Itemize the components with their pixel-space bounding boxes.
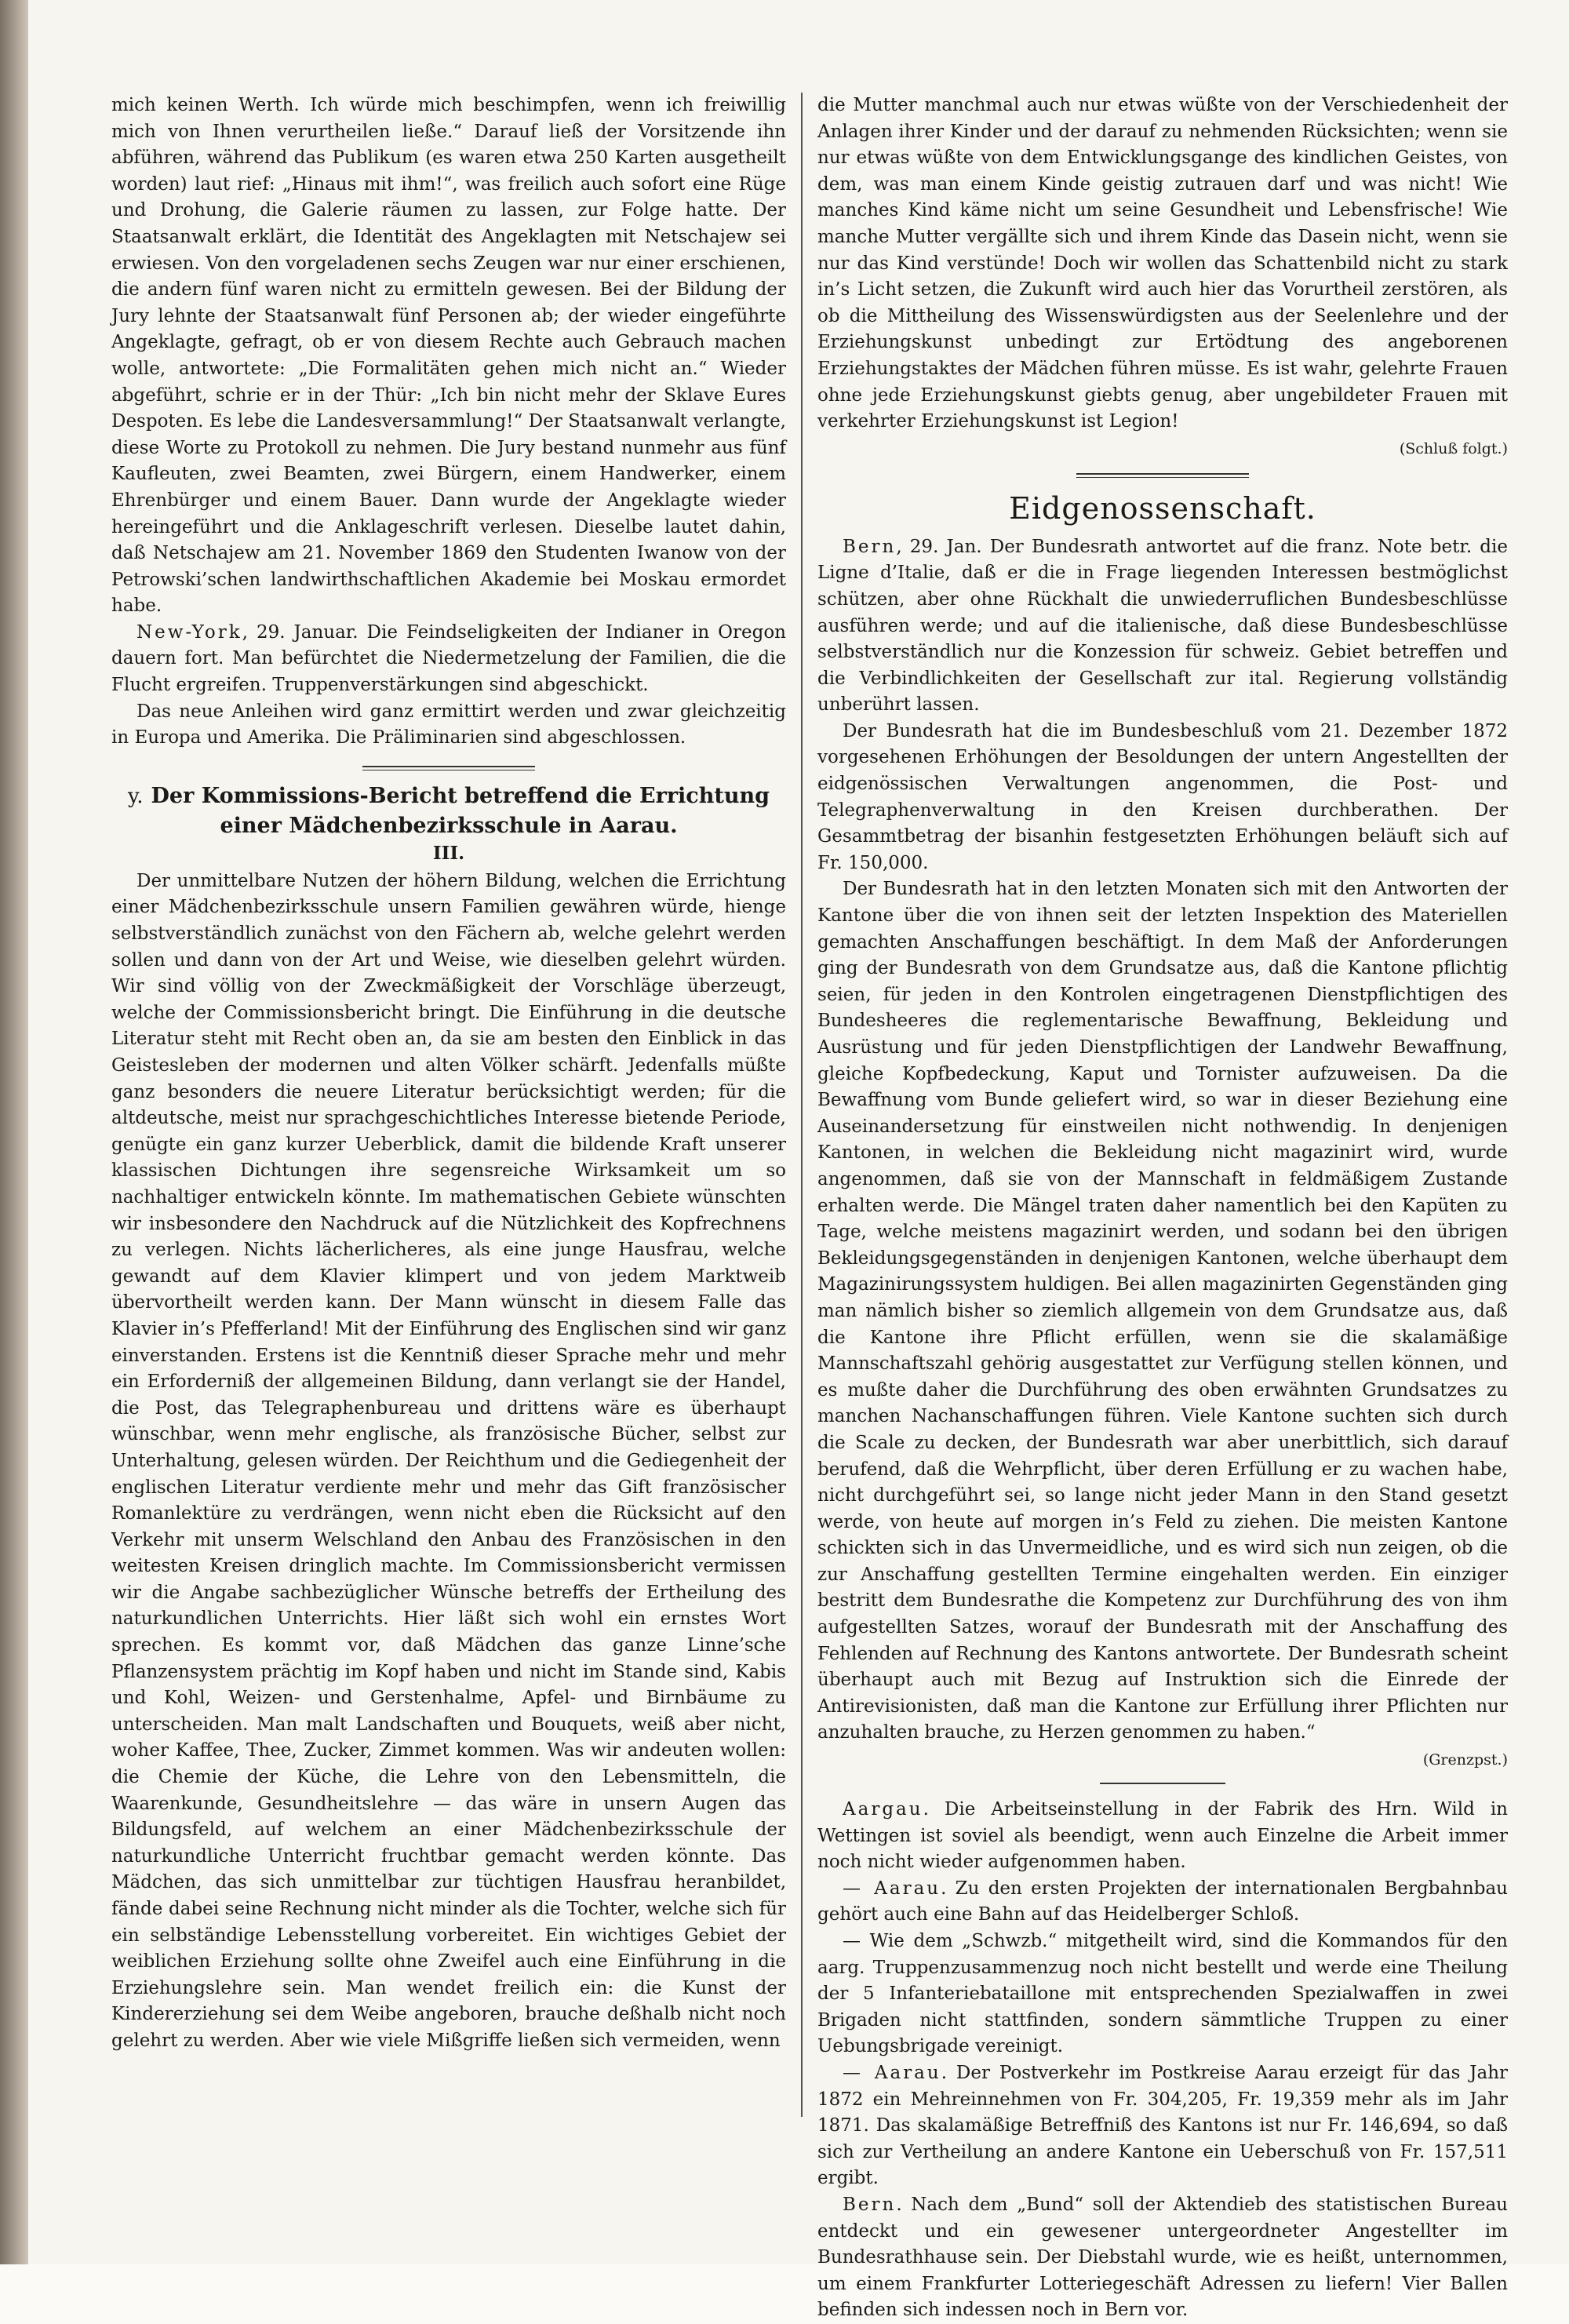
dateline-place: — Aarau (843, 2062, 941, 2083)
continued-note: (Schluß folgt.) (1399, 439, 1508, 457)
dateline-place: — Aarau (843, 1878, 941, 1899)
section-heading: Eidgenossenschaft. (1009, 490, 1316, 526)
news-separator (1100, 1783, 1225, 1784)
dateline-place: Aargau (843, 1799, 923, 1820)
article-mark: y. (128, 784, 144, 808)
article-part-number: III. (432, 842, 465, 864)
trial-report-paragraph: mich keinen Werth. Ich würde mich beschimpfen, wenn ich freiwillig mich von Ihnen verurtheilen ließe.“ Darauf ließ der Vorsitzende ihn abführen, während das Publikum (es waren etwa 250 Karten ausgetheilt worden) laut rief: „Hinaus mit ihm!“, was freilich auch sofort eine Rüge und Drohung, die Galerie räumen zu lassen, zur Folge hatte. Der Staatsanwalt erklärt, die Identität des Angeklagten mit Netschajew sei erwiesen. Von den vorgeladenen sechs Zeugen war nur einer erschienen, die andern fünf waren nicht zu ermitteln gewesen. Bei der Bildung der Jury lehnte der Staatsanwalt fünf Personen ab; der wieder eingeführte Angeklagte, gefragt, ob er von diesem Rechte auch Gebrauch machen wolle, antwortete: „Die Formalitäten gehen mich nicht an.“ Wieder abgeführt, schrie er in der Thür: „Ich bin nicht mehr der Sklave Eures Despoten. Es lebe die Landesversammlung!“ Der Staatsanwalt verlangte, diese Worte zu Protokoll zu nehmen. Die Jury bestand nunmehr aus fünf Kaufleuten, zwei Beamten, zwei Bürgern, einem Handwerker, einem Ehrenbürger und einem Bauer. Dann wurde der Angeklagte wieder hereingeführt und die Anklageschrift verlesen. Dieselbe lautet dahin, daß Netschajew am 21. November 1869 den Studenten Iwanow von der Petrowski’schen landwirthschaftlichen Akademie bei Moskau ermordet habe. (111, 95, 786, 617)
section-separator (1076, 473, 1249, 478)
article-title: y. Der Kommissions-Bericht betreffend die Errichtung einer Mädchenbezirksschule in Aarau. (128, 783, 770, 838)
equipment-paragraph: Der Bundesrath hat in den letzten Monaten sich mit den Antworten der Kantone über die von ihnen seit der letzten Inspektion des Materiellen gemachten Anschaffungen beschäftigt. In dem Maß der Anforderungen ging der Bundesrath von dem Grundsatze aus, daß die Kantone pflichtig seien, für jeden in den Kontrolen eingetragenen Dienstpflichtigen des Bundesheeres die reglementarische Bewaffnung, Bekleidung und Ausrüstung und für jeden Dienstpflichtigen der Landwehr Bewaffnung, gleiche Kopfbedeckung, Kaput und Tornister aufzuweisen. Da die Bewaffnung vom Bunde geliefert wird, so war in dieser Beziehung eine Auseinandersetzung für einstweilen nicht nothwendig. In denjenigen Kantonen, in welchen die Bekleidung nicht magazinirt wird, wurde angenommen, daß sie von der Mannschaft in feldmäßigem Zustande erhalten werde. Die Mängel traten daher namentlich bei den Kapüten zu Tage, welche meistens magazinirt werden, und sodann bei den übrigen Bekleidungsgegenständen in denjenigen Kantonen, welche überhaupt dem Magazinirungssystem huldigen. Bei allen magazinirten Gegenständen ging man nämlich bisher so ziemlich allgemein von dem Grundsatze aus, daß die Kantone ihre Pflicht erfüllen, wenn sie die skalamäßige Mannschaftszahl gehörig ausgestattet zur Verfügung stellen können, und es mußte daher die Durchführung des oben erwähnten Grundsatzes zu manchen Nachanschaffungen führen. Viele Kantone suchten sich durch die Scale zu decken, der Bundesrath war aber unerbittlich, sich darauf berufend, daß die Wehrpflicht, über deren Erfüllung er zu wachen habe, nicht durchgeführt sei, so lange nicht jeder Mann in den Stand gesetzt werde, von heute auf morgen in’s Feld zu ziehen. Die meisten Kantone schickten sich in das Unvermeidliche, und es wird sich nun zeigen, ob die zur Anschaffung gestellten Termine eingehalten werden. Ein einziger bestritt dem Bundesrathe die Kompetenz zur Durchführung des von ihm aufgestellten Satzes, worauf der Bundesrath mit der Anschaffung des Fehlenden auf Rechnung des Kantons antwortete. Der Bundesrath scheint überhaupt auch mit Bezug auf Instruktion sich die Einrede der Antirevisionisten, daß man die Kantone zur Erfüllung ihrer Pflichten nur anzuhalten brauche, zu Herzen genommen zu haben.“ (817, 879, 1508, 1743)
bern-note-paragraph: Bern, 29. Jan. Der Bundesrath antwortet auf die franz. Note betr. die Ligne d’Italie, daß er die in Frage liegenden Interessen bestmöglichst schützen, aber ohne Rückhalt die unwiederruflichen Bundesbeschlüsse ausführen werde; und auf die italienische, daß diese Bundesbeschlüsse selbstverständlich nur die Konzession für schweiz. Gebiet betreffen und die Verbindlichkeiten der Gesellschaft zur ital. Regierung vollständig unberührt lassen. (817, 536, 1508, 716)
right-column (817, 93, 1508, 2324)
aarau-railway-paragraph: — Aarau. Zu den ersten Projekten der internationalen Bergbahnbau gehört auch eine Bahn auf das Heidelberger Schloß. (817, 1878, 1508, 1925)
article-separator (362, 766, 535, 770)
source-note: (Grenzpst.) (1422, 1751, 1508, 1769)
dateline-place: Bern (843, 536, 897, 557)
salary-paragraph: Der Bundesrath hat die im Bundesbeschluß vom 21. Dezember 1872 vorgesehenen Erhöhungen der Besoldungen der untern Angestellten der eidgenössischen Verwaltungen angenommen, die Post- und Telegraphenverwaltung in den Kreisen durchberathen. Der Gesammtbetrag der bisanhin festgesetzten Erhöhungen beläuft sich auf Fr. 150,000. (817, 720, 1508, 873)
left-column (111, 93, 786, 2055)
column-divider (801, 93, 803, 2117)
newyork-paragraph: New-York, 29. Januar. Die Feindseligkeiten der Indianer in Oregon dauern fort. Man befürchtet die Niedermetzelung der Familien, die die Flucht ergreifen. Truppenverstärkungen sind abgeschickt. (111, 621, 786, 696)
troops-paragraph: — Wie dem „Schwzb.“ mitgetheilt wird, sind die Kommandos für den aarg. Truppenzusammenzug noch nicht bestellt und werde eine Theilung der 5 Infanteriebataillone mit entsprechenden Spezialwaffen in zwei Brigaden nicht stattfinden, sondern sämmtliche Truppen zu einer Uebungsbrigade vereinigt. (817, 1931, 1508, 2057)
article-continuation: die Mutter manchmal auch nur etwas wüßte von der Verschiedenheit der Anlagen ihrer Kinder und der darauf zu nehmenden Rücksichten; wenn sie nur etwas wüßte von dem Entwicklungsgange des kindlichen Geistes, von dem, was man einem Kinde geistig zutrauen darf und was nicht! Wie manches Kind käme nicht um seine Gesundheit und Lebensfrische! Wie manche Mutter vergällte sich und ihrem Kinde das Dasein nicht, wenn sie nur das Kind verstünde! Doch wir wollen das Schattenbild nicht zu stark in’s Licht setzen, die Zukunft wird auch hier das Vorurtheil zerstören, als ob die Mittheilung des Wissenswürdigsten aus der Seelenlehre und der Erziehungskunst unbedingt zur Ertödtung des angeborenen Erziehungstaktes der Mädchen führen müsse. Es ist wahr, gelehrte Frauen ohne jede Erziehungskunst giebts genug, aber ungebildeter Frauen mit verkehrter Erziehungskunst ist Legion! (817, 95, 1508, 432)
article-body: Der unmittelbare Nutzen der höhern Bildung, welchen die Errichtung einer Mädchenbezirksschule unsern Familien gewähren würde, hienge selbstverständlich zunächst von den Fächern ab, welche gelehrt werden sollen und dann von der Art und Weise, wie dieselben gelehrt würden. Wir sind völlig von der Zweckmäßigkeit der Vorschläge überzeugt, welche der Commissionsbericht bringt. Die Einführung in die deutsche Literatur steht mit Recht oben an, da sie am besten den Einblick in das Geistesleben der modernen und alten Völker schärft. Jedenfalls müßte ganz besonders die neuere Literatur berücksichtigt werden; für die altdeutsche, meist nur sprachgeschichtliches Interesse bietende Periode, genügte ein ganz kurzer Ueberblick, damit die bildende Kraft unserer klassischen Dichtungen ihre segensreiche Wirksamkeit um so nachhaltiger entwickeln könnte. Im mathematischen Gebiete wünschten wir insbesondere den Nachdruck auf die Nützlichkeit des Kopfrechnens zu verlegen. Nichts lächerlicheres, als eine junge Hausfrau, welche gewandt auf dem Klavier klimpert und von jedem Marktweib übervortheilt werden kann. Der Mann wünscht in diesem Falle das Klavier in’s Pfefferland! Mit der Einführung des Englischen sind wir ganz einverstanden. Erstens ist die Kenntniß dieser Sprache mehr und mehr ein Erforderniß der allgemeinen Bildung, dann verlangt sie der Handel, die Post, das Telegraphenbureau und drittens wäre es überhaupt wünschbar, wenn mehr englische, als französische Bücher, selbst zur Unterhaltung, gelesen würden. Der Reichthum und die Gediegenheit der englischen Literatur verdiente mehr und mehr das Gift französischer Romanlektüre zu verdrängen, wenn nicht eben die Rücksicht auf den Verkehr mit unserm Welschland den Anbau des Französischen in den weitesten Kreisen dringlich machte. Im Commissionsbericht vermissen wir die Angabe sachbezüglicher Wünsche betreffs der Ertheilung des naturkundlichen Unterrichts. Hier läßt sich wohl ein ernstes Wort sprechen. Es kommt vor, daß Mädchen das ganze Linne’sche Pflanzensystem prächtig im Kopf haben und nicht im Stande sind, Kabis und Kohl, Weizen- und Gerstenhalme, Apfel- und Birnbäume zu unterscheiden. Man malt Landschaften und Bouquets, weiß aber nicht, woher Kaffee, Thee, Zucker, Zimmet kommen. Was wir andeuten wollen: die Chemie der Küche, die Lehre von den Lebensmitteln, die Waarenkunde, Gesundheitslehre — das wäre in unsern Augen das Bildungsfeld, auf welchem an einer Mädchenbezirksschule der naturkundliche Unterricht fruchtbar gemacht werden könnte. Das Mädchen, das sich unmittelbar zur tüchtigen Hausfrau heranbildet, fände dabei seine Rechnung nicht minder als die Tochter, welche sich für ein selbständige Lebensstellung vorbereitet. Ein wichtiges Gebiet der weiblichen Erziehung sollte ohne Zweifel auch eine Einführung in die Erziehungslehre sein. Man wendet freilich ein: die Kunst der Kindererziehung sei dem Weibe angeboren, brauche deßhalb nicht noch gelehrt zu werden. Aber wie viele Mißgriffe ließen sich vermeiden, wenn (111, 870, 786, 2051)
aargau-strike-paragraph: Aargau. Die Arbeitseinstellung in der Fabrik des Hrn. Wild in Wettingen ist soviel als beendigt, wenn auch Einzelne die Arbeit immer noch nicht wieder aufgenommen haben. (817, 1799, 1508, 1873)
loan-paragraph: Das neue Anleihen wird ganz ermittirt werden und zwar gleichzeitig in Europa und Amerika. Die Präliminarien sind abgeschlossen. (111, 701, 786, 749)
aarau-post-paragraph: — Aarau. Der Postverkehr im Postkreise Aarau erzeigt für das Jahr 1872 ein Mehreinnehmen von Fr. 304,205, Fr. 19,359 mehr als im Jahr 1871. Das skalamäßige Betreffniß des Kantons ist nur Fr. 146,694, so daß sich zur Vertheilung an andere Kantone ein Ueberschuß von Fr. 157,511 ergibt. (817, 2062, 1509, 2189)
dateline-place: Bern (843, 2194, 897, 2215)
bern-theft-paragraph: Bern. Nach dem „Bund“ soll der Aktendieb des statistischen Bureau entdeckt und ein gewesener untergeordneter Angestellter im Bundesrathhause sein. Der Diebstahl wurde, wie es heißt, unternommen, um einem Frankfurter Lotteriegeschäft Adressen zu liefern! Vier Ballen befinden sich indessen noch in Bern vor. (817, 2194, 1508, 2321)
dateline-place: New-York (137, 621, 242, 643)
